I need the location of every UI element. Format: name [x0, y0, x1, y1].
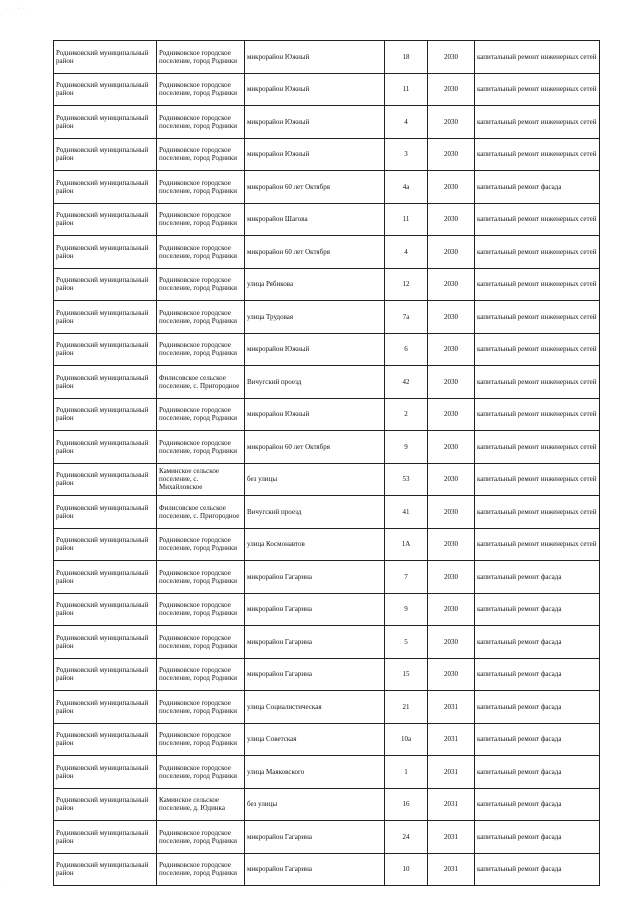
house-number-cell: 3: [385, 138, 428, 171]
settlement-cell: Родниковское городское поселение, город Родники: [157, 691, 245, 724]
table-row: [54, 756, 600, 789]
district-cell: Родниковский муниципальный район: [54, 528, 157, 561]
table-row: [54, 691, 600, 724]
work-type-cell: капитальный ремонт фасада: [475, 756, 600, 789]
house-number-cell: 4: [385, 106, 428, 139]
house-number-cell: 41: [385, 496, 428, 529]
house-number-cell: 18: [385, 41, 428, 74]
settlement-cell: Родниковское городское поселение, город Родники: [157, 431, 245, 464]
house-number-cell: 6: [385, 333, 428, 366]
district-cell: Родниковский муниципальный район: [54, 756, 157, 789]
year-cell: 2030: [428, 366, 475, 399]
house-number-cell: 16: [385, 788, 428, 821]
house-number-cell: 4а: [385, 171, 428, 204]
district-cell: Родниковский муниципальный район: [54, 366, 157, 399]
table-row: [54, 106, 600, 139]
table-row: [54, 431, 600, 464]
district-cell: Родниковский муниципальный район: [54, 268, 157, 301]
year-cell: 2031: [428, 723, 475, 756]
table-row: [54, 268, 600, 301]
district-cell: Родниковский муниципальный район: [54, 431, 157, 464]
settlement-cell: Родниковское городское поселение, город Родники: [157, 203, 245, 236]
street-cell: микрорайон Южный: [245, 138, 385, 171]
table-row: [54, 528, 600, 561]
work-type-cell: капитальный ремонт инженерных сетей: [475, 463, 600, 496]
work-type-cell: капитальный ремонт инженерных сетей: [475, 138, 600, 171]
work-type-cell: капитальный ремонт инженерных сетей: [475, 236, 600, 269]
table-row: [54, 301, 600, 334]
table-row: [54, 236, 600, 269]
district-cell: Родниковский муниципальный район: [54, 203, 157, 236]
year-cell: 2030: [428, 528, 475, 561]
year-cell: 2030: [428, 593, 475, 626]
house-number-cell: 11: [385, 203, 428, 236]
house-number-cell: 9: [385, 431, 428, 464]
district-cell: Родниковский муниципальный район: [54, 333, 157, 366]
repair-schedule-table: [53, 40, 600, 886]
year-cell: 2030: [428, 626, 475, 659]
house-number-cell: 53: [385, 463, 428, 496]
work-type-cell: капитальный ремонт фасада: [475, 171, 600, 204]
work-type-cell: капитальный ремонт инженерных сетей: [475, 41, 600, 74]
settlement-cell: Родниковское городское поселение, город Родники: [157, 398, 245, 431]
work-type-cell: капитальный ремонт фасада: [475, 658, 600, 691]
street-cell: микрорайон Гагарина: [245, 853, 385, 886]
year-cell: 2030: [428, 658, 475, 691]
work-type-cell: капитальный ремонт фасада: [475, 723, 600, 756]
work-type-cell: капитальный ремонт инженерных сетей: [475, 398, 600, 431]
street-cell: Вичугский проезд: [245, 366, 385, 399]
district-cell: Родниковский муниципальный район: [54, 41, 157, 74]
settlement-cell: Родниковское городское поселение, город Родники: [157, 301, 245, 334]
table-row: [54, 853, 600, 886]
house-number-cell: 42: [385, 366, 428, 399]
year-cell: 2030: [428, 268, 475, 301]
street-cell: микрорайон 60 лет Октября: [245, 171, 385, 204]
table-row: [54, 496, 600, 529]
district-cell: Родниковский муниципальный район: [54, 398, 157, 431]
work-type-cell: капитальный ремонт инженерных сетей: [475, 431, 600, 464]
settlement-cell: Родниковское городское поселение, город Родники: [157, 723, 245, 756]
settlement-cell: Родниковское городское поселение, город Родники: [157, 73, 245, 106]
work-type-cell: капитальный ремонт инженерных сетей: [475, 106, 600, 139]
street-cell: микрорайон 60 лет Октября: [245, 236, 385, 269]
work-type-cell: капитальный ремонт фасада: [475, 691, 600, 724]
street-cell: улица Рябикова: [245, 268, 385, 301]
scan-edge-mark: ·: [6, 880, 8, 886]
work-type-cell: капитальный ремонт инженерных сетей: [475, 496, 600, 529]
district-cell: Родниковский муниципальный район: [54, 593, 157, 626]
table-body: [54, 41, 600, 886]
street-cell: микрорайон Гагарина: [245, 658, 385, 691]
table-row: [54, 41, 600, 74]
work-type-cell: капитальный ремонт инженерных сетей: [475, 366, 600, 399]
work-type-cell: капитальный ремонт фасада: [475, 821, 600, 854]
table-row: [54, 593, 600, 626]
street-cell: улица Советская: [245, 723, 385, 756]
settlement-cell: Родниковское городское поселение, город Родники: [157, 236, 245, 269]
table-row: [54, 463, 600, 496]
settlement-cell: Родниковское городское поселение, город Родники: [157, 658, 245, 691]
house-number-cell: 11: [385, 73, 428, 106]
table-row: [54, 821, 600, 854]
settlement-cell: Родниковское городское поселение, город Родники: [157, 821, 245, 854]
street-cell: без улицы: [245, 463, 385, 496]
district-cell: Родниковский муниципальный район: [54, 561, 157, 594]
table-row: [54, 723, 600, 756]
year-cell: 2031: [428, 788, 475, 821]
year-cell: 2030: [428, 333, 475, 366]
settlement-cell: Родниковское городское поселение, город Родники: [157, 268, 245, 301]
house-number-cell: 10а: [385, 723, 428, 756]
district-cell: Родниковский муниципальный район: [54, 236, 157, 269]
street-cell: улица Маяковского: [245, 756, 385, 789]
table-row: [54, 366, 600, 399]
table-row: [54, 658, 600, 691]
settlement-cell: Родниковское городское поселение, город Родники: [157, 756, 245, 789]
settlement-cell: Родниковское городское поселение, город Родники: [157, 561, 245, 594]
street-cell: микрорайон Южный: [245, 41, 385, 74]
district-cell: Родниковский муниципальный район: [54, 138, 157, 171]
work-type-cell: капитальный ремонт инженерных сетей: [475, 528, 600, 561]
district-cell: Родниковский муниципальный район: [54, 626, 157, 659]
year-cell: 2030: [428, 561, 475, 594]
house-number-cell: 9: [385, 593, 428, 626]
street-cell: микрорайон Южный: [245, 398, 385, 431]
work-type-cell: капитальный ремонт фасада: [475, 561, 600, 594]
year-cell: 2031: [428, 821, 475, 854]
house-number-cell: 4: [385, 236, 428, 269]
settlement-cell: Родниковское городское поселение, город Родники: [157, 333, 245, 366]
table-row: [54, 626, 600, 659]
year-cell: 2030: [428, 398, 475, 431]
year-cell: 2030: [428, 138, 475, 171]
table-row: [54, 73, 600, 106]
house-number-cell: 7а: [385, 301, 428, 334]
settlement-cell: Каминское сельское поселение, с. Михайловское: [157, 463, 245, 496]
settlement-cell: Родниковское городское поселение, город Родники: [157, 106, 245, 139]
district-cell: Родниковский муниципальный район: [54, 171, 157, 204]
year-cell: 2030: [428, 236, 475, 269]
table-row: [54, 398, 600, 431]
year-cell: 2030: [428, 301, 475, 334]
street-cell: микрорайон Шагова: [245, 203, 385, 236]
year-cell: 2030: [428, 106, 475, 139]
work-type-cell: капитальный ремонт инженерных сетей: [475, 268, 600, 301]
work-type-cell: капитальный ремонт инженерных сетей: [475, 333, 600, 366]
settlement-cell: Филисовское сельское поселение, с. Пригородное: [157, 496, 245, 529]
settlement-cell: Каминское сельское поселение, д. Юдинка: [157, 788, 245, 821]
street-cell: микрорайон Гагарина: [245, 626, 385, 659]
district-cell: Родниковский муниципальный район: [54, 73, 157, 106]
street-cell: улица Социалистическая: [245, 691, 385, 724]
year-cell: 2031: [428, 691, 475, 724]
house-number-cell: 10: [385, 853, 428, 886]
year-cell: 2031: [428, 853, 475, 886]
table-row: [54, 788, 600, 821]
work-type-cell: капитальный ремонт инженерных сетей: [475, 73, 600, 106]
work-type-cell: капитальный ремонт фасада: [475, 593, 600, 626]
street-cell: микрорайон Южный: [245, 73, 385, 106]
table-row: [54, 561, 600, 594]
district-cell: Родниковский муниципальный район: [54, 463, 157, 496]
street-cell: микрорайон Южный: [245, 333, 385, 366]
house-number-cell: 21: [385, 691, 428, 724]
street-cell: микрорайон Гагарина: [245, 821, 385, 854]
settlement-cell: Родниковское городское поселение, город Родники: [157, 41, 245, 74]
district-cell: Родниковский муниципальный район: [54, 723, 157, 756]
district-cell: Родниковский муниципальный район: [54, 788, 157, 821]
house-number-cell: 12: [385, 268, 428, 301]
settlement-cell: Филисовское сельское поселение, с. Пригородное: [157, 366, 245, 399]
house-number-cell: 5: [385, 626, 428, 659]
table-row: [54, 138, 600, 171]
year-cell: 2031: [428, 756, 475, 789]
street-cell: Вичугский проезд: [245, 496, 385, 529]
year-cell: 2030: [428, 171, 475, 204]
year-cell: 2030: [428, 41, 475, 74]
street-cell: микрорайон Гагарина: [245, 593, 385, 626]
year-cell: 2030: [428, 203, 475, 236]
house-number-cell: 1: [385, 756, 428, 789]
street-cell: микрорайон 60 лет Октября: [245, 431, 385, 464]
settlement-cell: Родниковское городское поселение, город Родники: [157, 593, 245, 626]
settlement-cell: Родниковское городское поселение, город Родники: [157, 853, 245, 886]
house-number-cell: 2: [385, 398, 428, 431]
table-row: [54, 171, 600, 204]
settlement-cell: Родниковское городское поселение, город Родники: [157, 528, 245, 561]
year-cell: 2030: [428, 431, 475, 464]
house-number-cell: 1А: [385, 528, 428, 561]
table-row: [54, 333, 600, 366]
year-cell: 2030: [428, 496, 475, 529]
year-cell: 2030: [428, 463, 475, 496]
work-type-cell: капитальный ремонт инженерных сетей: [475, 203, 600, 236]
scan-margin-mark: · · · · ·: [6, 6, 31, 12]
house-number-cell: 15: [385, 658, 428, 691]
district-cell: Родниковский муниципальный район: [54, 853, 157, 886]
house-number-cell: 24: [385, 821, 428, 854]
table-row: [54, 203, 600, 236]
work-type-cell: капитальный ремонт фасада: [475, 788, 600, 821]
house-number-cell: 7: [385, 561, 428, 594]
street-cell: микрорайон Гагарина: [245, 561, 385, 594]
district-cell: Родниковский муниципальный район: [54, 301, 157, 334]
year-cell: 2030: [428, 73, 475, 106]
district-cell: Родниковский муниципальный район: [54, 106, 157, 139]
street-cell: микрорайон Южный: [245, 106, 385, 139]
district-cell: Родниковский муниципальный район: [54, 658, 157, 691]
settlement-cell: Родниковское городское поселение, город Родники: [157, 171, 245, 204]
district-cell: Родниковский муниципальный район: [54, 821, 157, 854]
district-cell: Родниковский муниципальный район: [54, 496, 157, 529]
work-type-cell: капитальный ремонт инженерных сетей: [475, 301, 600, 334]
settlement-cell: Родниковское городское поселение, город Родники: [157, 626, 245, 659]
work-type-cell: капитальный ремонт фасада: [475, 853, 600, 886]
district-cell: Родниковский муниципальный район: [54, 691, 157, 724]
street-cell: улица Космонавтов: [245, 528, 385, 561]
street-cell: без улицы: [245, 788, 385, 821]
work-type-cell: капитальный ремонт фасада: [475, 626, 600, 659]
settlement-cell: Родниковское городское поселение, город Родники: [157, 138, 245, 171]
street-cell: улица Трудовая: [245, 301, 385, 334]
